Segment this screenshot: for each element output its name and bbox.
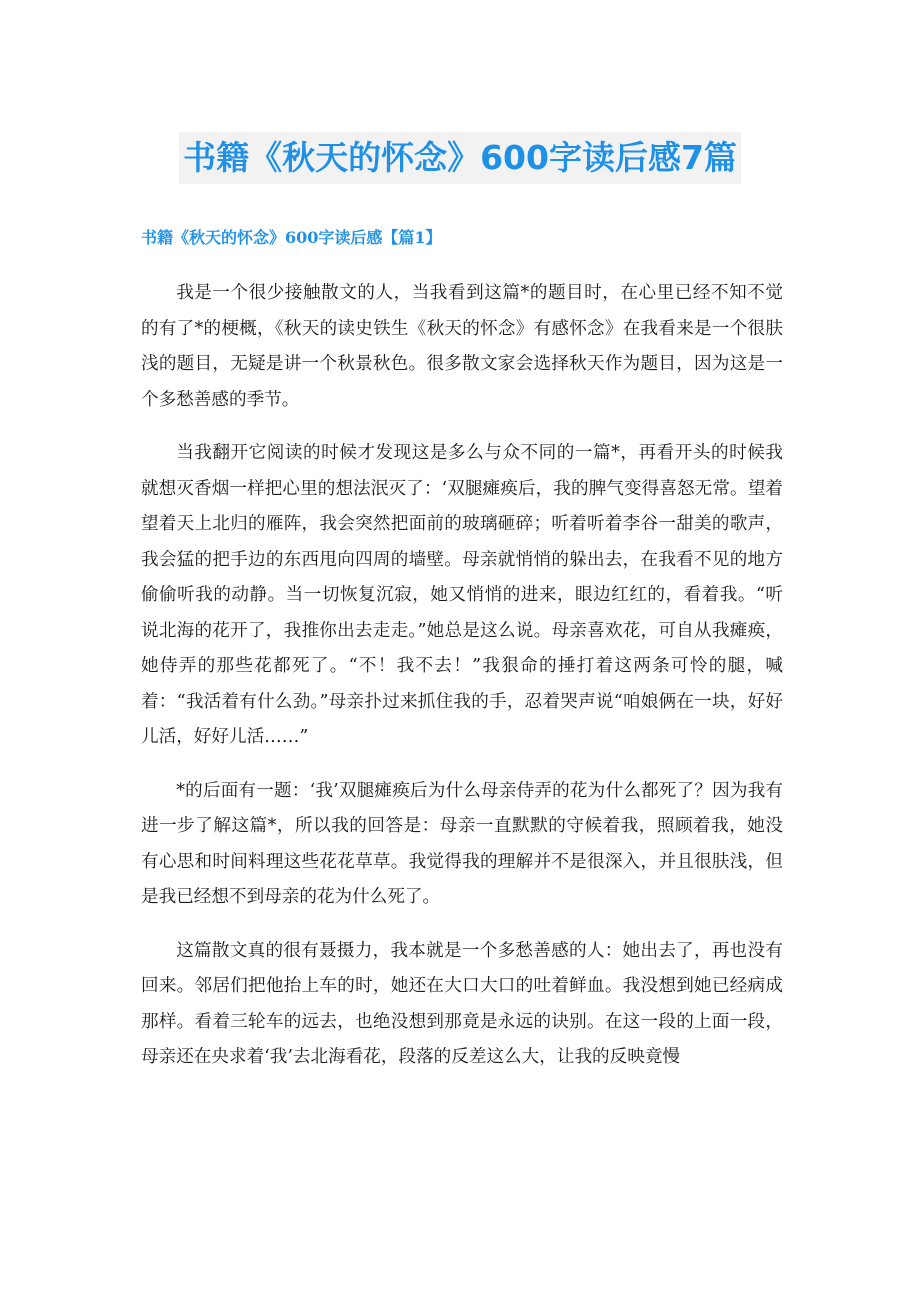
title-wrapper — [0, 132, 920, 184]
paragraph-2: 当我翻开它阅读的时候才发现这是多么与众不同的一篇*，再看开头的时候我就想灭香烟一样把心里的想法泯灭了：‘双腿瘫痪后，我的脾气变得喜怒无常。望着望着天上北归的雁阵，我会突然把面前的玻璃砸碎；听着听着李谷一甜美的歌声，我会猛的把手边的东西甩向四周的墙壁。母亲就悄悄的躲出去，在我看不见的地方偷偷听我的动静。当一切恢复沉寂，她又悄悄的进来，眼边红红的，看着我。“听说北海的花开了，我推你出去走走。”她总是这么说。母亲喜欢花，可自从我瘫痪，她侍弄的那些花都死了。“不！我不去！”我狠命的捶打着这两条可怜的腿，喊着：“我活着有什么劲。”母亲扑过来抓住我的手，忍着哭声说“咱娘俩在一块，好好儿活，好好儿活……” — [141, 443, 783, 747]
paragraph-1: 我是一个很少接触散文的人，当我看到这篇*的题目时，在心里已经不知不觉的有了*的梗概，《秋天的读史铁生《秋天的怀念》有感怀念》在我看来是一个很肤浅的题目，无疑是讲一个秋景秋色。很多散文家会选择秋天作为题目，因为这是一个多愁善感的季节。 — [141, 283, 783, 410]
section-heading: 书籍《秋天的怀念》600字读后感【篇1】 — [141, 228, 442, 247]
paragraph-4: 这篇散文真的很有聂摄力，我本就是一个多愁善感的人：她出去了，再也没有回来。邻居们把他抬上车的时，她还在大口大口的吐着鲜血。我没想到她已经病成那样。看着三轮车的远去，也绝没想到那竟是永远的诀别。在这一段的上面一段，母亲还在央求着‘我’去北海看花，段落的反差这么大，让我的反映竟慢 — [141, 940, 783, 1067]
paragraph-3: *的后面有一题：‘我’双腿瘫痪后为什么母亲侍弄的花为什么都死了？因为我有进一步了解这篇*，所以我的回答是：母亲一直默默的守候着我，照顾着我，她没有心思和时间料理这些花花草草。我觉得我的理解并不是很深入，并且很肤浅，但是我已经想不到母亲的花为什么死了。 — [141, 780, 783, 907]
document-title: 书籍《秋天的怀念》600字读后感7篇 — [179, 132, 741, 184]
document-body — [141, 276, 783, 1094]
